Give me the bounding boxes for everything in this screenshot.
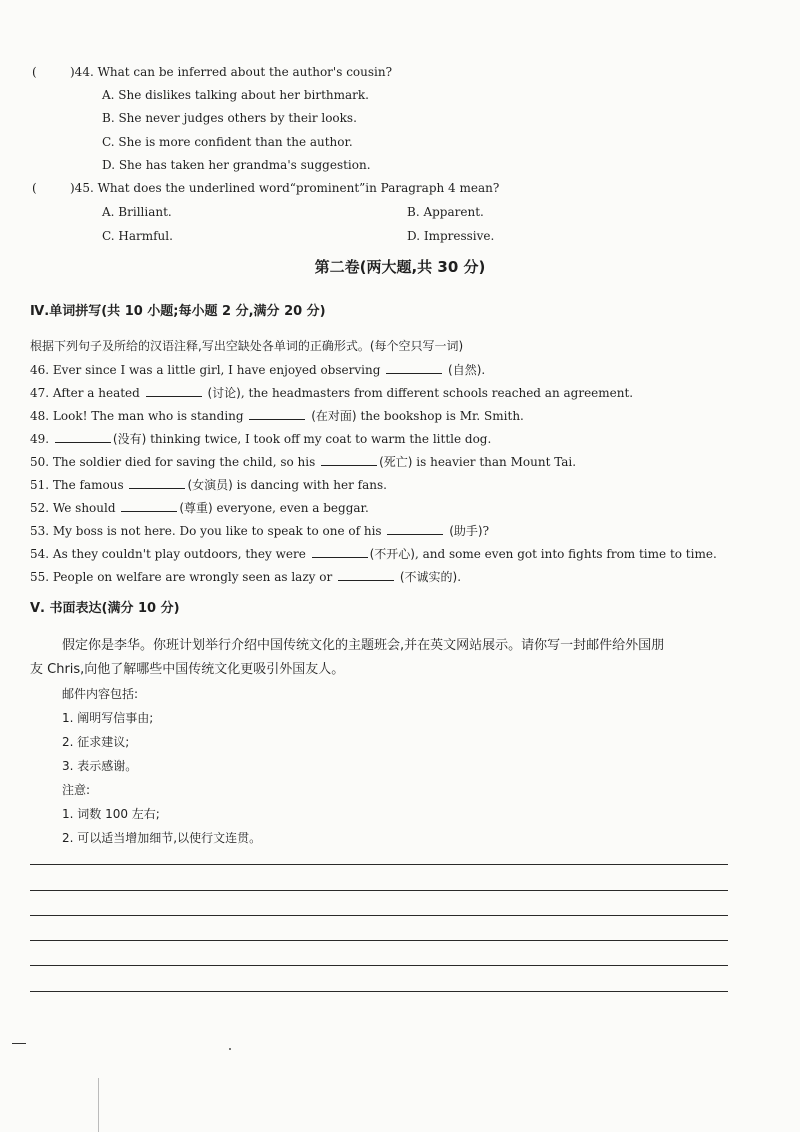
writing-line[interactable] — [30, 915, 728, 916]
writing-prompt-line1: 假定你是李华。你班计划举行介绍中国传统文化的主题班会,并在英文网站展示。请你写一封邮件给外国朋 — [62, 638, 665, 653]
spelling-item-55 — [30, 569, 461, 585]
writing-line[interactable] — [30, 965, 728, 966]
item-text-after: , and some even got into fights from time to time. — [415, 547, 717, 561]
content-point-3: 3. 表示感谢。 — [62, 759, 138, 773]
option-45-a: A. Brilliant. — [102, 205, 172, 219]
chinese-hint: (不诚实的) — [399, 570, 458, 584]
writing-line[interactable] — [30, 991, 728, 992]
part2-title: 第二卷(两大题,共 30 分) — [314, 258, 486, 276]
content-label: 邮件内容包括: — [62, 687, 139, 701]
writing-line[interactable] — [30, 940, 728, 941]
answer-blank[interactable] — [121, 500, 177, 512]
answer-blank[interactable] — [386, 362, 442, 374]
answer-blank[interactable] — [387, 523, 443, 535]
note-1: 1. 词数 100 左右; — [62, 807, 160, 821]
writing-line[interactable] — [30, 864, 728, 865]
chinese-hint: (尊重) — [179, 501, 213, 515]
item-text-before: 50. The soldier died for saving the child, so his — [30, 455, 316, 469]
writing-prompt-line2: 友 Chris,向他了解哪些中国传统文化更吸引外国友人。 — [30, 662, 345, 677]
option-44-d: D. She has taken her grandma's suggestion. — [102, 158, 371, 172]
answer-blank[interactable] — [129, 477, 185, 489]
item-text-before: 55. People on welfare are wrongly seen as lazy or — [30, 570, 333, 584]
question-44-stem — [32, 64, 392, 80]
answer-paren: ( — [32, 181, 37, 195]
item-text-before: 46. Ever since I was a little girl, I have enjoyed observing — [30, 363, 381, 377]
item-text-after: is dancing with her fans. — [232, 478, 387, 492]
item-text-after: ? — [482, 524, 490, 538]
note-2: 2. 可以适当增加细节,以使行文连贯。 — [62, 831, 262, 845]
writing-line[interactable] — [30, 890, 728, 891]
option-44-a: A. She dislikes talking about her birthmark. — [102, 88, 369, 102]
option-45-b: B. Apparent. — [407, 205, 484, 219]
item-text-before: 47. After a heated — [30, 386, 140, 400]
section4-heading: Ⅳ.单词拼写(共 10 小题;每小题 2 分,满分 20 分) — [30, 304, 326, 319]
answer-blank[interactable] — [146, 385, 202, 397]
answer-blank[interactable] — [338, 569, 394, 581]
item-text-after: , the headmasters from different schools reached an agreement. — [240, 386, 634, 400]
spelling-item-49 — [30, 431, 491, 447]
answer-blank[interactable] — [55, 431, 111, 443]
item-text-before: 53. My boss is not here. Do you like to speak to one of his — [30, 524, 382, 538]
scan-edge-line — [98, 1078, 99, 1132]
answer-blank[interactable] — [249, 408, 305, 420]
item-text-after: thinking twice, I took off my coat to warm the little dog. — [146, 432, 492, 446]
question-text: )45. What does the underlined word“prominent”in Paragraph 4 mean? — [70, 181, 500, 195]
item-text-after: is heavier than Mount Tai. — [412, 455, 577, 469]
question-45-stem — [32, 180, 499, 196]
option-45-d: D. Impressive. — [407, 229, 495, 243]
content-point-1: 1. 阐明写信事由; — [62, 711, 154, 725]
scan-dot — [229, 1048, 231, 1050]
notes-label: 注意: — [62, 783, 91, 797]
item-text-before: 52. We should — [30, 501, 116, 515]
spelling-item-46 — [30, 362, 485, 378]
spelling-item-54 — [30, 546, 717, 562]
item-text-before: 48. Look! The man who is standing — [30, 409, 244, 423]
spelling-item-53 — [30, 523, 489, 539]
chinese-hint: (助手) — [449, 524, 483, 538]
item-text-after: . — [457, 570, 462, 584]
question-text: )44. What can be inferred about the author's cousin? — [70, 65, 393, 79]
spelling-item-50 — [30, 454, 576, 470]
scan-mark — [12, 1043, 26, 1044]
section5-heading: Ⅴ. 书面表达(满分 10 分) — [30, 601, 180, 616]
item-text-before: 51. The famous — [30, 478, 124, 492]
spelling-item-48 — [30, 408, 524, 424]
answer-blank[interactable] — [321, 454, 377, 466]
chinese-hint: (没有) — [112, 432, 147, 446]
chinese-hint: (死亡) — [379, 455, 413, 469]
chinese-hint: (自然) — [448, 363, 482, 377]
chinese-hint: (讨论) — [207, 386, 241, 400]
option-45-c: C. Harmful. — [102, 229, 173, 243]
chinese-hint: (不开心) — [369, 547, 415, 561]
item-text-after: the bookshop is Mr. Smith. — [356, 409, 524, 423]
answer-blank[interactable] — [312, 546, 368, 558]
answer-paren: ( — [32, 65, 37, 79]
spelling-item-51 — [30, 477, 387, 493]
item-text-before: 49. — [30, 432, 50, 446]
item-text-after: everyone, even a beggar. — [212, 501, 369, 515]
spelling-item-47 — [30, 385, 633, 401]
section4-instruction: 根据下列句子及所给的汉语注释,写出空缺处各单词的正确形式。(每个空只写一词) — [30, 339, 464, 353]
option-44-c: C. She is more confident than the author. — [102, 135, 353, 149]
item-text-before: 54. As they couldn't play outdoors, they were — [30, 547, 306, 561]
chinese-hint: (在对面) — [311, 409, 357, 423]
content-point-2: 2. 征求建议; — [62, 735, 130, 749]
item-text-after: . — [481, 363, 486, 377]
option-44-b: B. She never judges others by their looks. — [102, 111, 357, 125]
spelling-item-52 — [30, 500, 369, 516]
chinese-hint: (女演员) — [187, 478, 233, 492]
